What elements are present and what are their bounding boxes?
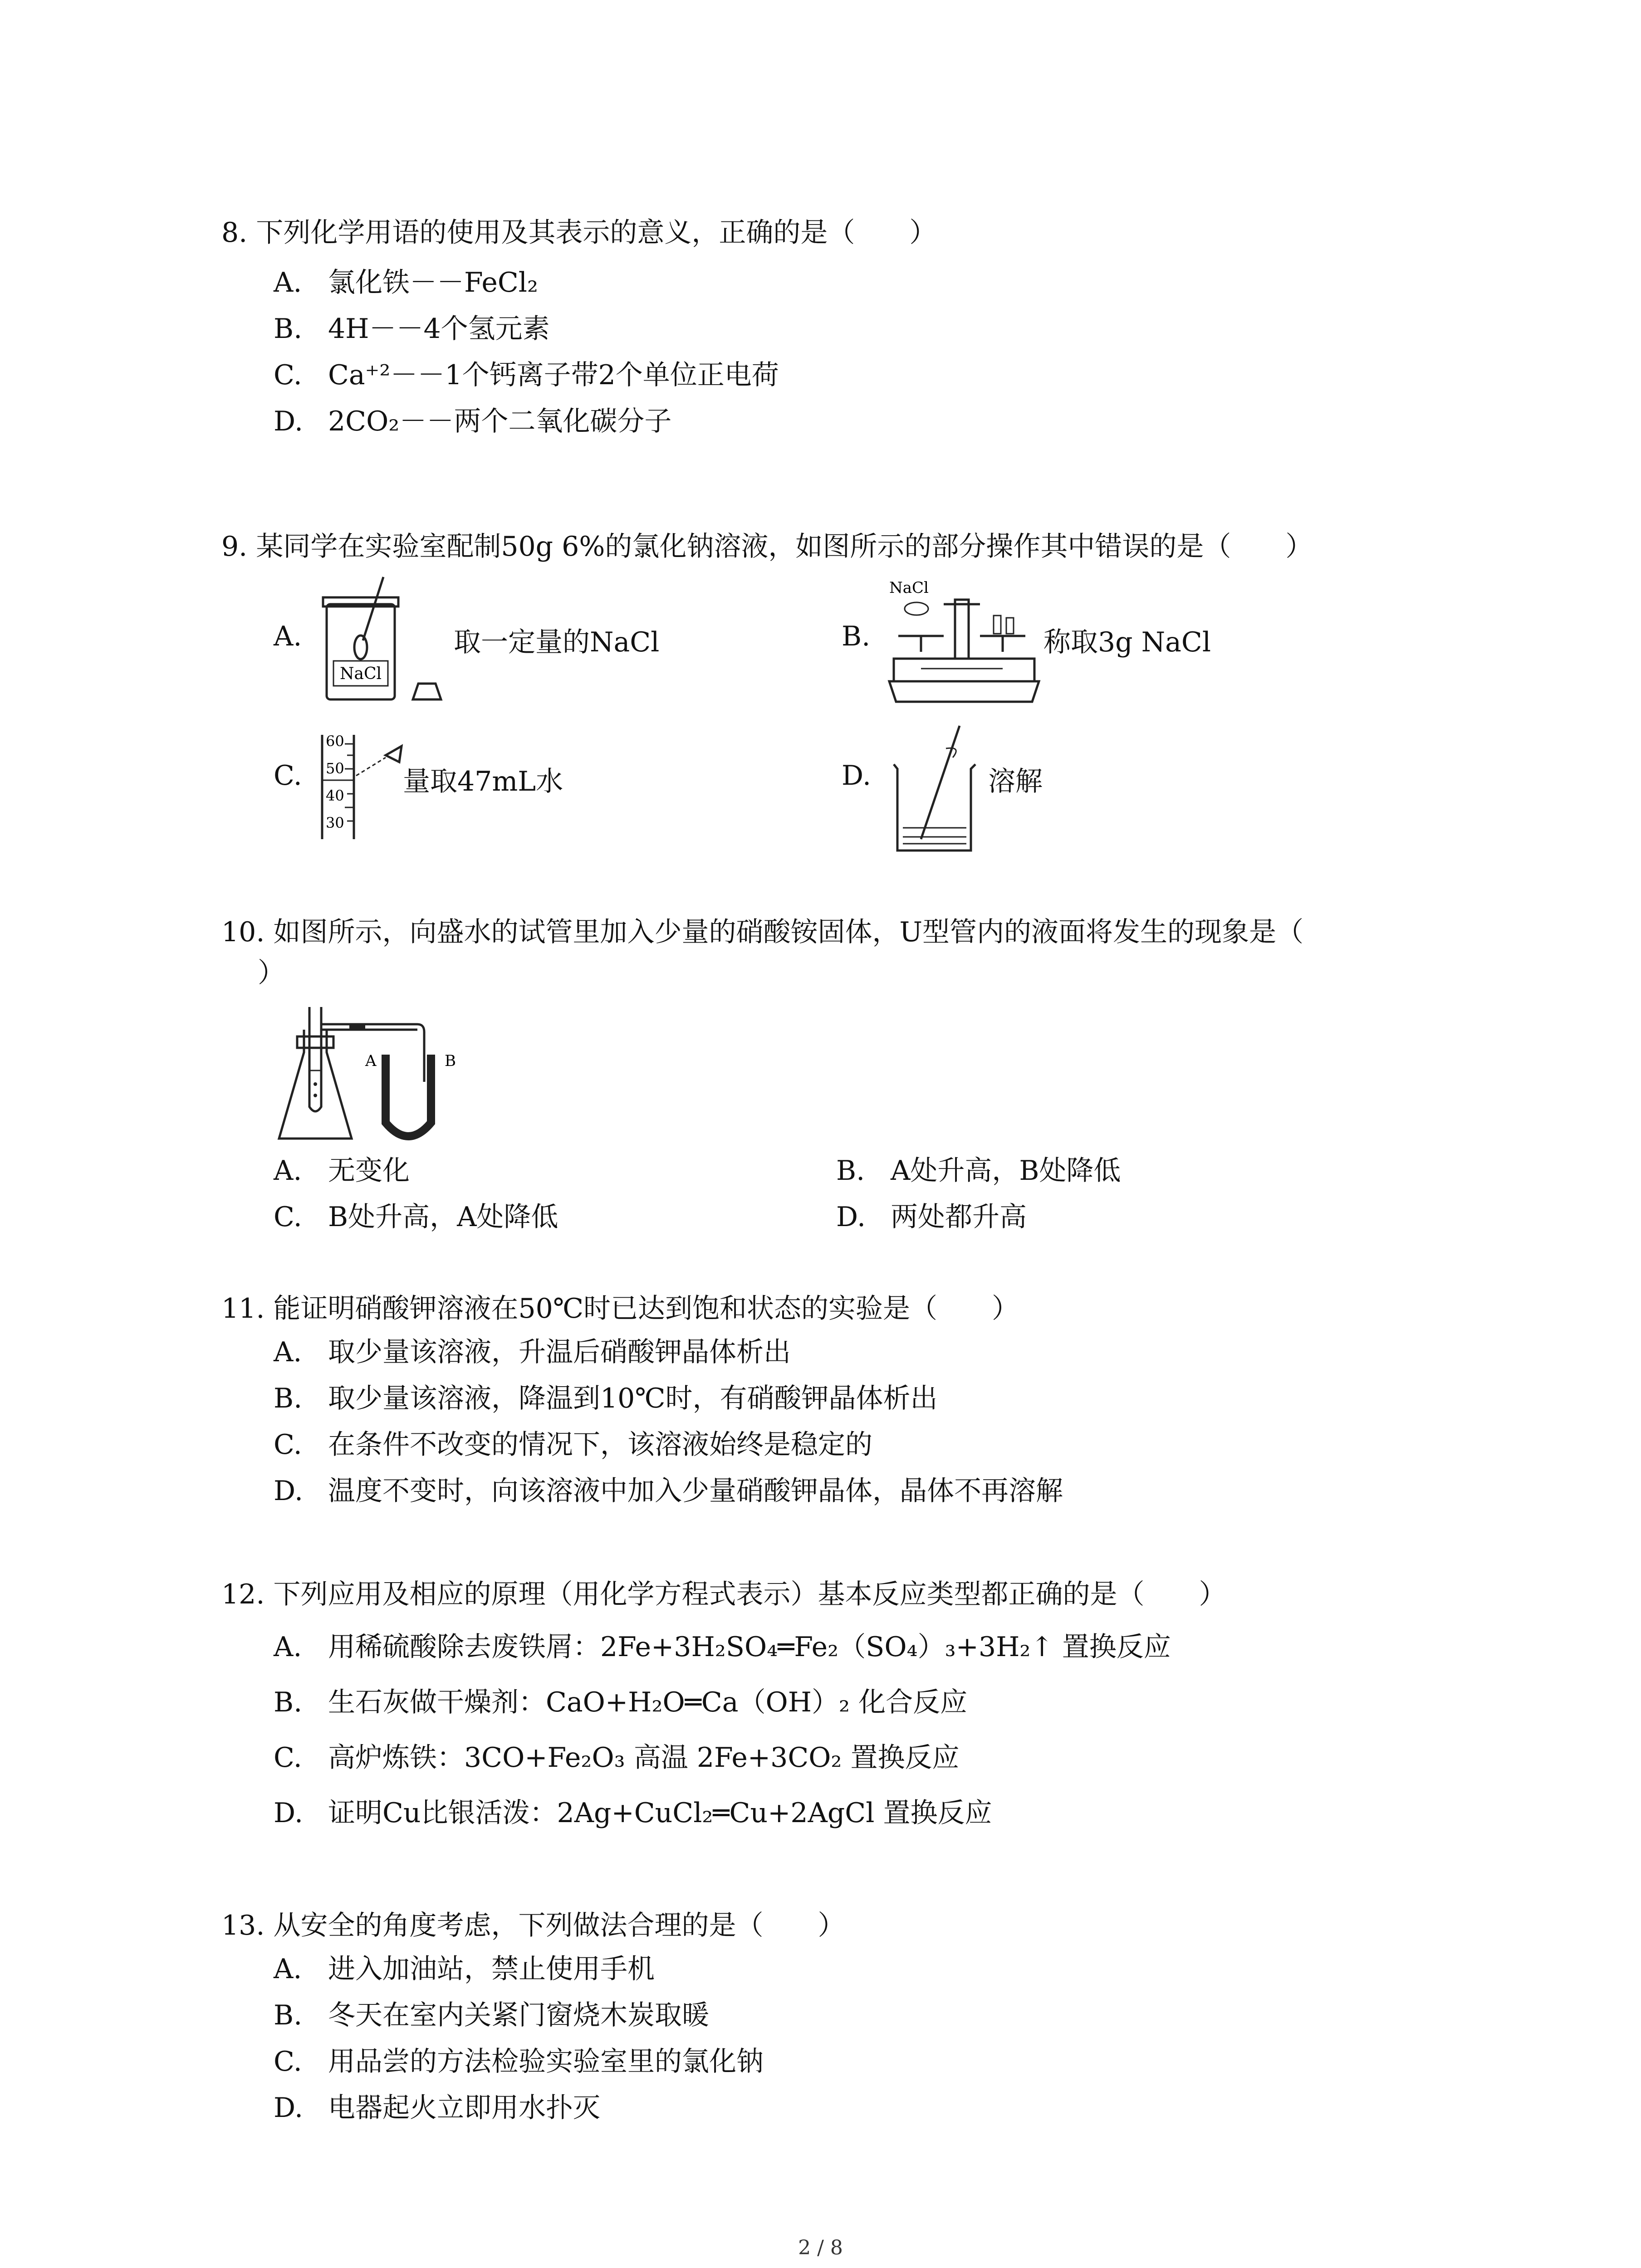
u-tube-apparatus-figure	[272, 1002, 490, 1152]
balance-label: NaCl	[889, 579, 929, 597]
svg-text:60: 60	[326, 733, 344, 750]
question-9-stem-wrap	[221, 526, 1446, 567]
question-12-option-a[interactable]: A. 用稀硫酸除去废铁屑：2Fe+3H₂SO₄═Fe₂（SO₄）₃+3H₂↑ 置换反应	[274, 1631, 1171, 1663]
question-10	[221, 912, 1446, 993]
nacl-bottle-figure	[313, 572, 458, 718]
question-12-option-d[interactable]: D. 证明Cu比银活泼：2Ag+CuCl₂═Cu+2AgCl 置换反应	[274, 1797, 992, 1829]
question-8-option-c[interactable]: C. Ca⁺²－－1个钙离子带2个单位正电荷	[274, 359, 779, 391]
question-10-stem-line1: 10. 如图所示，向盛水的试管里加入少量的硝酸铵固体，U型管内的液面将发生的现象是（	[221, 916, 1304, 948]
svg-text:50: 50	[326, 760, 344, 777]
svg-text:40: 40	[326, 787, 344, 804]
question-10-option-c[interactable]: C. B处升高，A处降低	[274, 1201, 558, 1233]
question-9-option-b-label[interactable]: B.	[842, 621, 871, 652]
question-11-option-a[interactable]: A. 取少量该溶液，升温后硝酸钾晶体析出	[274, 1336, 791, 1368]
question-10-option-b[interactable]: B. A处升高，B处降低	[836, 1155, 1121, 1187]
question-8-stem: 8. 下列化学用语的使用及其表示的意义，正确的是（ ）	[221, 217, 937, 249]
question-13-option-a[interactable]: A. 进入加油站，禁止使用手机	[274, 1953, 655, 1985]
question-13-option-d[interactable]: D. 电器起火立即用水扑灭	[274, 2092, 600, 2124]
graduated-cylinder-figure	[313, 730, 413, 844]
question-11	[221, 1288, 1446, 1514]
question-12-option-b[interactable]: B. 生石灰做干燥剂：CaO+H₂O═Ca（OH）₂ 化合反应	[274, 1686, 968, 1718]
svg-text:30: 30	[326, 814, 344, 831]
question-13	[221, 1905, 1446, 2131]
question-9-option-d-label[interactable]: D.	[842, 760, 872, 792]
question-10-option-d[interactable]: D. 两处都升高	[836, 1201, 1027, 1233]
question-10-stem-line2: ）	[258, 957, 285, 989]
question-8-option-a[interactable]: A. 氯化铁－－FeCl₂	[274, 267, 539, 298]
question-11-stem: 11. 能证明硝酸钾溶液在50℃时已达到饱和状态的实验是（ ）	[221, 1293, 1019, 1325]
page-number: 2 / 8	[798, 2236, 843, 2259]
u-tube-label-a: A	[365, 1052, 377, 1070]
balance-figure	[885, 572, 1048, 713]
question-13-stem: 13. 从安全的角度考虑，下列做法合理的是（ ）	[221, 1910, 845, 1941]
question-11-option-c[interactable]: C. 在条件不改变的情况下，该溶液始终是稳定的	[274, 1429, 872, 1461]
beaker-figure	[885, 721, 989, 857]
question-8-option-d[interactable]: D. 2CO₂－－两个二氧化碳分子	[274, 406, 672, 437]
question-12-option-c[interactable]: C. 高炉炼铁：3CO+Fe₂O₃ 高温 2Fe+3CO₂ 置换反应	[274, 1742, 960, 1774]
u-tube-label-b: B	[445, 1052, 456, 1070]
question-12	[221, 1574, 1446, 1841]
question-9-option-c-text: 量取47mL水	[403, 766, 563, 797]
question-9-option-a-text: 取一定量的NaCl	[454, 626, 660, 658]
bottle-label: NaCl	[339, 665, 382, 683]
question-8	[221, 212, 1446, 445]
question-9-stem: 9. 某同学在实验室配制50g 6%的氯化钠溶液，如图所示的部分操作其中错误的是（ ）	[221, 531, 1313, 562]
question-10-option-a[interactable]: A. 无变化	[274, 1155, 410, 1187]
question-12-stem: 12. 下列应用及相应的原理（用化学方程式表示）基本反应类型都正确的是（ ）	[221, 1579, 1226, 1610]
question-10-options	[221, 1148, 1446, 1240]
question-13-option-c[interactable]: C. 用品尝的方法检验实验室里的氯化钠	[274, 2046, 764, 2077]
question-9-option-c-label[interactable]: C.	[274, 760, 302, 792]
question-9-option-a-label[interactable]: A.	[274, 621, 302, 652]
question-13-option-b[interactable]: B. 冬天在室内关紧门窗烧木炭取暖	[274, 1999, 709, 2031]
question-11-option-d[interactable]: D. 温度不变时，向该溶液中加入少量硝酸钾晶体，晶体不再溶解	[274, 1475, 1063, 1507]
question-11-option-b[interactable]: B. 取少量该溶液，降温到10℃时，有硝酸钾晶体析出	[274, 1383, 938, 1414]
question-8-option-b[interactable]: B. 4H－－4个氢元素	[274, 313, 550, 345]
question-9-option-d-text: 溶解	[988, 766, 1043, 797]
question-9-option-b-text: 称取3g NaCl	[1043, 626, 1211, 658]
